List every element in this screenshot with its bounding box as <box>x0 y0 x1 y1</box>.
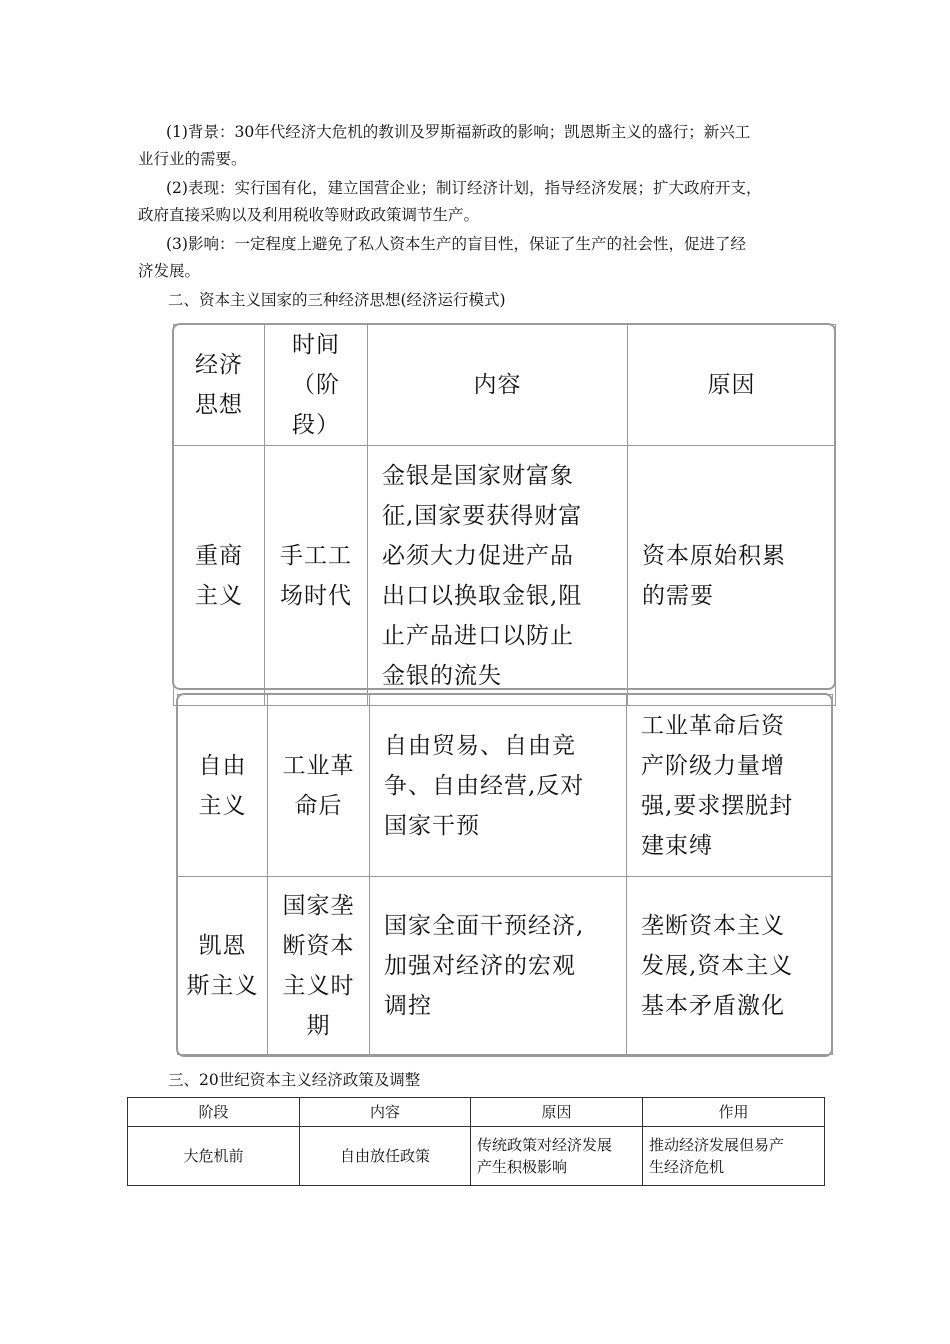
header-effect: 作用 <box>643 1098 825 1127</box>
section-two-title: 二、资本主义国家的三种经济思想(经济运行模式) <box>168 291 506 309</box>
period-cell: 工业革 命后 <box>268 695 370 877</box>
period-cell: 手工工 场时代 <box>265 446 368 706</box>
table-row <box>178 877 833 1055</box>
economic-thought-table-bottom <box>177 694 833 1055</box>
content-cell: 国家全面干预经济, 加强对经济的宏观 调控 <box>370 877 627 1055</box>
table-row <box>174 446 836 706</box>
thought-cell: 自由 主义 <box>178 695 268 877</box>
period-cell: 国家垄 断资本 主义时 期 <box>268 877 370 1055</box>
reason-cell: 工业革命后资 产阶级力量增 强,要求摆脱封 建束缚 <box>627 695 833 877</box>
header-content: 内容 <box>300 1098 471 1127</box>
reason-cell: 传统政策对经济发展 产生积极影响 <box>471 1127 643 1186</box>
thought-cell: 凯恩 斯主义 <box>178 877 268 1055</box>
header-reason: 原因 <box>628 325 836 446</box>
section-three-title: 三、20世纪资本主义经济政策及调整 <box>168 1071 421 1089</box>
header-reason: 原因 <box>471 1098 643 1127</box>
stage-cell: 大危机前 <box>128 1127 300 1186</box>
paragraph-manifestation: (2)表现：实行国有化，建立国营企业；制订经济计划，指导经济发展；扩大政府开支， 政府直接采购以及利用税收等财政政策调节生产。 <box>138 179 762 224</box>
header-content: 内容 <box>368 325 628 446</box>
content-cell: 自由放任政策 <box>300 1127 471 1186</box>
paragraph-impact: (3)影响：一定程度上避免了私人资本生产的盲目性，保证了生产的社会性，促进了经 济发展。 <box>138 235 746 280</box>
economic-policy-table <box>127 1097 825 1186</box>
reason-cell: 垄断资本主义 发展,资本主义 基本矛盾激化 <box>627 877 833 1055</box>
table-header-row <box>128 1098 825 1127</box>
paragraph-background: (1)背景：30年代经济大危机的教训及罗斯福新政的影响；凯恩斯主义的盛行；新兴工 业行业的需要。 <box>138 123 751 168</box>
table-header-row <box>174 325 836 446</box>
thought-cell: 重商 主义 <box>174 446 265 706</box>
table-row <box>178 695 833 877</box>
effect-cell: 推动经济发展但易产 生经济危机 <box>643 1127 825 1186</box>
header-period: 时间 （阶段） <box>265 325 368 446</box>
header-stage: 阶段 <box>128 1098 300 1127</box>
reason-cell: 资本原始积累 的需要 <box>628 446 836 706</box>
table-row <box>128 1127 825 1186</box>
economic-thought-table-top <box>173 324 836 706</box>
content-cell: 自由贸易、自由竞 争、自由经营,反对 国家干预 <box>370 695 627 877</box>
header-thought: 经济 思想 <box>174 325 265 446</box>
content-cell: 金银是国家财富象 征,国家要获得财富 必须大力促进产品 出口以换取金银,阻 止产品进口以防止 金银的流失 <box>368 446 628 706</box>
